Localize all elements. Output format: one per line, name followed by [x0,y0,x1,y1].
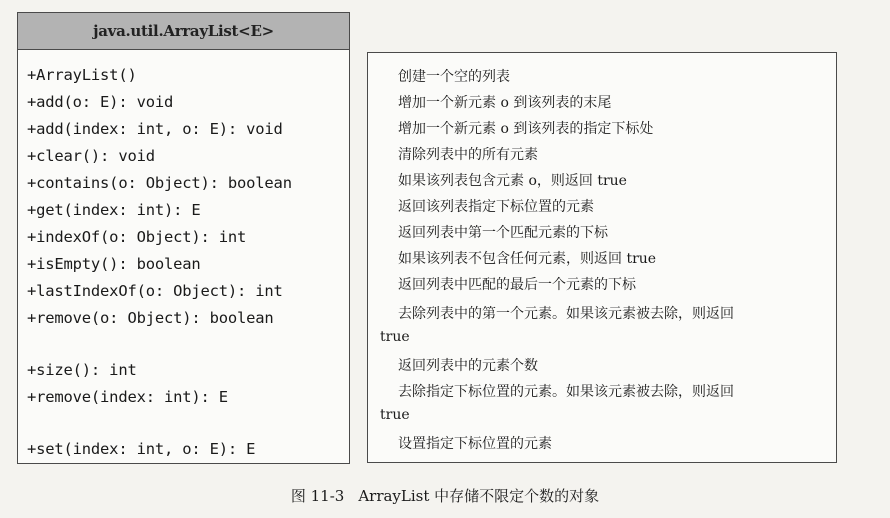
uml-method: +remove(o: Object): boolean [27,309,274,327]
uml-method: +ArrayList() [27,66,137,84]
method-description: 设置指定下标位置的元素 [398,436,552,452]
method-description: 增加一个新元素 o 到该列表的末尾 [398,95,612,111]
method-description: 返回列表中的元素个数 [398,358,538,374]
uml-method: +add(index: int, o: E): void [27,120,283,138]
method-description: 清除列表中的所有元素 [398,147,538,163]
method-description: 创建一个空的列表 [398,69,510,85]
uml-method: +indexOf(o: Object): int [27,228,247,246]
uml-method: +clear(): void [27,147,155,165]
description-box [367,52,837,463]
method-description: 返回列表中第一个匹配元素的下标 [398,225,608,241]
uml-method: +get(index: int): E [27,201,201,219]
method-description: 去除列表中的第一个元素。如果该元素被去除，则返回 [398,306,734,322]
method-description-continuation: true [380,329,410,345]
uml-method: +size(): int [27,361,137,379]
method-description: 如果该列表包含元素 o，则返回 true [398,173,627,189]
uml-method: +set(index: int, o: E): E [27,440,256,458]
uml-class-box [17,12,350,464]
uml-method: +contains(o: Object): boolean [27,174,292,192]
figure-caption-text: ArrayList 中存储不限定个数的对象 [358,487,600,505]
uml-class-name: java.util.ArrayList<E> [18,13,349,50]
uml-method: +remove(index: int): E [27,388,228,406]
uml-method: +add(o: E): void [27,93,174,111]
method-description-continuation: true [380,407,410,423]
method-description: 返回该列表指定下标位置的元素 [398,199,594,215]
figure-number: 图 11-3 [290,487,345,505]
method-description: 去除指定下标位置的元素。如果该元素被去除，则返回 [398,384,734,400]
method-description: 增加一个新元素 o 到该列表的指定下标处 [398,121,654,137]
method-description: 如果该列表不包含任何元素，则返回 true [398,251,657,267]
uml-method: +isEmpty(): boolean [27,255,201,273]
method-description: 返回列表中匹配的最后一个元素的下标 [398,277,636,293]
uml-method: +lastIndexOf(o: Object): int [27,282,283,300]
figure-caption [0,485,890,506]
